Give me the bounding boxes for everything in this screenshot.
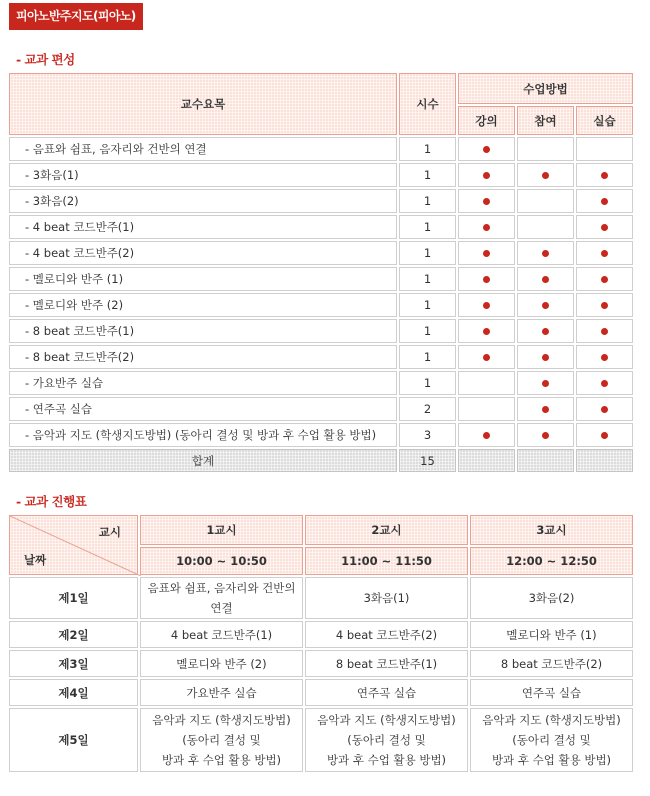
total-empty — [458, 449, 515, 472]
method-practice-cell — [576, 371, 633, 395]
schedule-cell — [470, 577, 633, 619]
method-lecture-cell — [458, 267, 515, 291]
bullet-dot-icon — [483, 224, 490, 231]
bullet-dot-icon — [483, 146, 490, 153]
schedule-cell — [140, 621, 303, 648]
header-practice: 실습 — [576, 106, 633, 135]
curriculum-row — [9, 371, 633, 395]
method-lecture-cell — [458, 241, 515, 265]
bullet-dot-icon — [483, 250, 490, 257]
schedule-cell — [140, 679, 303, 706]
subject-name: - 4 beat 코드반주(1) — [9, 215, 397, 239]
header-hours: 시수 — [399, 73, 456, 135]
schedule-cell-line: 4 beat 코드반주(2) — [335, 627, 438, 642]
schedule-cell-line: 연주곡 실습 — [521, 685, 582, 700]
bullet-dot-icon — [542, 250, 549, 257]
subject-name: - 8 beat 코드반주(2) — [9, 345, 397, 369]
subject-hours: 1 — [399, 137, 456, 161]
subject-name: - 연주곡 실습 — [9, 397, 397, 421]
subject-name: - 4 beat 코드반주(2) — [9, 241, 397, 265]
day-label: 제4일 — [9, 679, 138, 706]
method-participation-cell — [517, 267, 574, 291]
schedule-cell-line: 3화음(2) — [528, 591, 575, 605]
bullet-dot-icon — [601, 354, 608, 361]
schedule-cell-line: 멜로디와 반주 (2) — [176, 656, 267, 671]
subject-hours: 1 — [399, 215, 456, 239]
schedule-row — [9, 577, 633, 619]
schedule-cell-line: 멜로디와 반주 (1) — [506, 627, 597, 642]
schedule-cell-line: 8 beat 코드반주(1) — [335, 656, 438, 671]
bullet-dot-icon — [601, 224, 608, 231]
schedule-cell-line: 방과 후 수업 활용 방법) — [491, 753, 612, 767]
curriculum-row — [9, 163, 633, 187]
subject-hours: 1 — [399, 189, 456, 213]
schedule-cell — [140, 577, 303, 619]
schedule-cell-line: 음표와 쉼표, 음자리와 건반의 연결 — [147, 581, 296, 615]
schedule-cell-line: 음악과 지도 (학생지도방법) — [317, 713, 456, 727]
subject-name: - 8 beat 코드반주(1) — [9, 319, 397, 343]
method-participation-cell — [517, 319, 574, 343]
corner-cell — [9, 515, 138, 575]
subject-hours: 1 — [399, 267, 456, 291]
bullet-dot-icon — [542, 354, 549, 361]
schedule-cell — [140, 708, 303, 772]
section-title-curriculum: - 교과 편성 — [16, 52, 75, 67]
bullet-dot-icon — [483, 432, 490, 439]
total-hours: 15 — [399, 449, 456, 472]
schedule-cell-line: 가요반주 실습 — [186, 685, 257, 700]
method-participation-cell — [517, 371, 574, 395]
schedule-cell — [140, 650, 303, 677]
bullet-dot-icon — [601, 198, 608, 205]
curriculum-row — [9, 241, 633, 265]
curriculum-row — [9, 293, 633, 317]
method-practice-cell — [576, 137, 633, 161]
method-lecture-cell — [458, 397, 515, 421]
total-label: 합계 — [9, 449, 397, 472]
bullet-dot-icon — [542, 432, 549, 439]
method-participation-cell — [517, 241, 574, 265]
bullet-dot-icon — [542, 328, 549, 335]
bullet-dot-icon — [483, 276, 490, 283]
period-1-time: 10:00 ~ 10:50 — [140, 547, 303, 575]
method-participation-cell — [517, 137, 574, 161]
subject-name: - 3화음(1) — [9, 163, 397, 187]
section-title-schedule: - 교과 진행표 — [16, 494, 87, 509]
method-participation-cell — [517, 345, 574, 369]
schedule-cell-line: (동아리 결성 및 — [182, 733, 261, 747]
schedule-row — [9, 621, 633, 648]
schedule-cell-line: 연주곡 실습 — [356, 685, 417, 700]
method-lecture-cell — [458, 371, 515, 395]
schedule-cell — [470, 650, 633, 677]
schedule-cell — [305, 679, 468, 706]
schedule-row — [9, 708, 633, 772]
curriculum-row — [9, 397, 633, 421]
day-label: 제3일 — [9, 650, 138, 677]
schedule-cell — [470, 708, 633, 772]
subject-hours: 1 — [399, 319, 456, 343]
schedule-table — [7, 513, 635, 774]
method-lecture-cell — [458, 215, 515, 239]
method-lecture-cell — [458, 423, 515, 447]
schedule-body — [9, 577, 633, 772]
subject-name: - 3화음(2) — [9, 189, 397, 213]
corner-label-date: 날짜 — [24, 553, 47, 567]
method-practice-cell — [576, 267, 633, 291]
curriculum-row — [9, 423, 633, 447]
subject-hours: 1 — [399, 371, 456, 395]
schedule-cell — [305, 577, 468, 619]
subject-name: - 음악과 지도 (학생지도방법) (동아리 결성 및 방과 후 수업 활용 방법) — [9, 423, 397, 447]
method-lecture-cell — [458, 345, 515, 369]
schedule-cell-line: 방과 후 수업 활용 방법) — [161, 753, 282, 767]
schedule-cell — [305, 708, 468, 772]
bullet-dot-icon — [601, 432, 608, 439]
period-3-time: 12:00 ~ 12:50 — [470, 547, 633, 575]
method-practice-cell — [576, 397, 633, 421]
schedule-cell-line: (동아리 결성 및 — [347, 733, 426, 747]
total-row — [9, 449, 633, 472]
subject-name: - 음표와 쉼표, 음자리와 건반의 연결 — [9, 137, 397, 161]
method-practice-cell — [576, 319, 633, 343]
subject-hours: 2 — [399, 397, 456, 421]
header-participation: 참여 — [517, 106, 574, 135]
corner-label-period: 교시 — [98, 525, 121, 539]
period-3-label: 3교시 — [470, 515, 633, 545]
bullet-dot-icon — [483, 172, 490, 179]
period-2-label: 2교시 — [305, 515, 468, 545]
bullet-dot-icon — [483, 354, 490, 361]
subject-hours: 1 — [399, 241, 456, 265]
bullet-dot-icon — [601, 380, 608, 387]
method-participation-cell — [517, 423, 574, 447]
subject-hours: 1 — [399, 345, 456, 369]
schedule-cell-line: 음악과 지도 (학생지도방법) — [482, 713, 621, 727]
bullet-dot-icon — [542, 302, 549, 309]
schedule-row — [9, 650, 633, 677]
method-participation-cell — [517, 163, 574, 187]
bullet-dot-icon — [601, 276, 608, 283]
bullet-dot-icon — [601, 406, 608, 413]
subject-name: - 가요반주 실습 — [9, 371, 397, 395]
method-practice-cell — [576, 189, 633, 213]
total-empty — [517, 449, 574, 472]
method-lecture-cell — [458, 163, 515, 187]
method-participation-cell — [517, 293, 574, 317]
curriculum-row — [9, 215, 633, 239]
schedule-cell-line: 4 beat 코드반주(1) — [170, 627, 273, 642]
method-lecture-cell — [458, 189, 515, 213]
subject-hours: 1 — [399, 163, 456, 187]
day-label: 제5일 — [9, 708, 138, 772]
schedule-cell-line: 음악과 지도 (학생지도방법) — [152, 713, 291, 727]
method-lecture-cell — [458, 319, 515, 343]
header-subject: 교수요목 — [9, 73, 397, 135]
bullet-dot-icon — [483, 328, 490, 335]
schedule-cell — [305, 621, 468, 648]
curriculum-table — [7, 71, 635, 474]
curriculum-row — [9, 137, 633, 161]
total-empty — [576, 449, 633, 472]
schedule-cell-line: 8 beat 코드반주(2) — [500, 656, 603, 671]
bullet-dot-icon — [601, 172, 608, 179]
curriculum-row — [9, 319, 633, 343]
method-lecture-cell — [458, 137, 515, 161]
curriculum-row — [9, 189, 633, 213]
schedule-cell-line: 방과 후 수업 활용 방법) — [326, 753, 447, 767]
method-practice-cell — [576, 163, 633, 187]
period-1-label: 1교시 — [140, 515, 303, 545]
schedule-cell — [470, 621, 633, 648]
subject-hours: 1 — [399, 293, 456, 317]
schedule-cell-line: 3화음(1) — [363, 591, 410, 605]
curriculum-row — [9, 267, 633, 291]
bullet-dot-icon — [601, 302, 608, 309]
schedule-cell — [470, 679, 633, 706]
day-label: 제2일 — [9, 621, 138, 648]
method-practice-cell — [576, 423, 633, 447]
bullet-dot-icon — [483, 198, 490, 205]
bullet-dot-icon — [542, 380, 549, 387]
bullet-dot-icon — [601, 250, 608, 257]
day-label: 제1일 — [9, 577, 138, 619]
curriculum-row — [9, 345, 633, 369]
method-practice-cell — [576, 345, 633, 369]
method-participation-cell — [517, 397, 574, 421]
subject-hours: 3 — [399, 423, 456, 447]
bullet-dot-icon — [542, 406, 549, 413]
subject-name: - 멜로디와 반주 (1) — [9, 267, 397, 291]
bullet-dot-icon — [483, 302, 490, 309]
method-participation-cell — [517, 215, 574, 239]
method-practice-cell — [576, 241, 633, 265]
subject-name: - 멜로디와 반주 (2) — [9, 293, 397, 317]
method-practice-cell — [576, 293, 633, 317]
curriculum-body — [9, 137, 633, 447]
method-lecture-cell — [458, 293, 515, 317]
bullet-dot-icon — [601, 328, 608, 335]
schedule-cell — [305, 650, 468, 677]
period-2-time: 11:00 ~ 11:50 — [305, 547, 468, 575]
method-participation-cell — [517, 189, 574, 213]
header-lecture: 강의 — [458, 106, 515, 135]
header-method: 수업방법 — [458, 73, 633, 104]
bullet-dot-icon — [542, 276, 549, 283]
bullet-dot-icon — [542, 172, 549, 179]
schedule-row — [9, 679, 633, 706]
method-practice-cell — [576, 215, 633, 239]
schedule-cell-line: (동아리 결성 및 — [512, 733, 591, 747]
page-title-badge: 피아노반주지도(피아노) — [9, 3, 143, 30]
